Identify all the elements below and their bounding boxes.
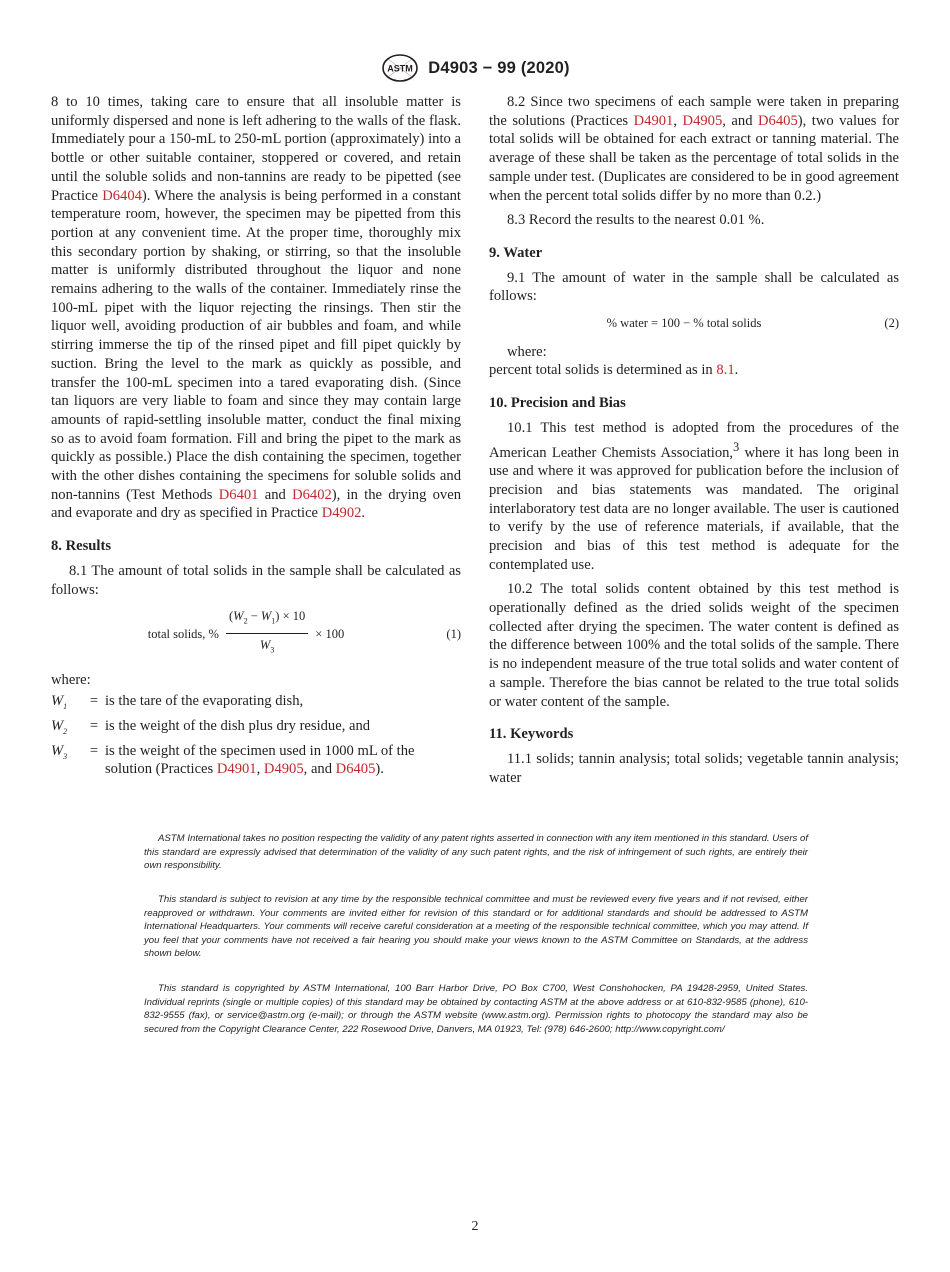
continued-paragraph: 8 to 10 times, taking care to ensure that all insoluble matter is uniformly dispersed and none is left adhering to the walls of the flask. Immediately pour a 150-mL to 250-mL portion (approximately) into a bottle or other suitable container, stoppered or covered, and retain until the soluble solids and non-tannins are ready to be pipetted (see Practice D6404). Where the analysis is being performed in a constant temperature room, however, the specimen may be pipetted from this portion at any convenient time. At the proper time, thoroughly mix this secondary portion by shaking, or stirring, so that the insoluble matter is uniformly distributed throughout the liquor and none remains adhering to the walls of the container. Immediately rinse the 100-mL pipet with the liquor rejecting the rinsings. Then stir the liquor well, avoiding production of air bubbles and foam, and while stirring immerse the tip of the rinsed pipet and fill pipet quickly by suction. Bring the level to the mark as quickly as possible, and transfer the 100-mL specimen into a tared evaporating dish. (Since tan liquors are very liable to foam and since they may contain large amounts of rapid-settling insoluble matter, conduct the final mixing so as to avoid foam formation. Fill and bring the pipet to the mark as quickly as possible.) Place the dish containing the specimen, together with the other dishes containing the specimens for soluble solids and non-tannins (Test Methods D6401 and D6402), in the drying oven and evaporate and dry as specified in Practice D4902.: [51, 94, 461, 522]
ref-link-d4902[interactable]: D4902: [321, 505, 362, 522]
ref-link-d6405[interactable]: D6405: [758, 112, 798, 129]
astm-logo-icon: [380, 53, 420, 83]
ref-link-8-1[interactable]: 8.1: [716, 362, 735, 379]
ref-link-d6405[interactable]: D6405: [335, 761, 376, 778]
equation-lhs: total solids, %: [147, 626, 219, 641]
page-number: 2: [471, 1219, 479, 1234]
section-heading-keywords: 11. Keywords: [489, 726, 574, 743]
where-label: where:: [51, 671, 91, 688]
notice-patent: ASTM International takes no position respecting the validity of any patent rights asserted in connection with any item mentioned in this standard. Users of this standard are expressly advised that determination of the validity of any such patent rights, and the risk of infringement of such rights, are entirely their own responsibility.: [144, 833, 808, 872]
ref-link-d6401[interactable]: D6401: [218, 486, 259, 503]
paragraph-10-2: 10.2 The total solids content obtained by this test method is operationally defined as the dried solids weight of the specimen collected after drying the specimen. The water content is defined as the difference between 100% and the total solids of the sample. There is no independent measure of the true total solids and water content of a sample. Therefore the bias cannot be related to the true total solids or water content of the sample.: [489, 581, 899, 710]
ref-link-d6404[interactable]: D6404: [102, 187, 142, 204]
section-heading-water: 9. Water: [489, 244, 543, 261]
where-label: where:: [507, 343, 547, 360]
left-column: [51, 93, 461, 779]
section-heading-results: 8. Results: [51, 538, 111, 555]
equation-2: [489, 314, 899, 333]
equation-1: [51, 607, 461, 660]
document-designation: D4903 − 99 (2020): [428, 58, 570, 77]
ref-link-d4905[interactable]: D4905: [263, 761, 304, 778]
equation-fraction: $\frac{(W_2 - W_1) \times 10}{W_3}$: [226, 607, 308, 660]
paragraph-8-1: 8.1 The amount of total solids in the sample shall be calculated as follows:: [51, 562, 461, 598]
equation-2-body: % water = 100 − % total solids: [606, 316, 762, 331]
footnote-marker: 3: [733, 439, 740, 454]
equation-number: (1): [446, 626, 461, 641]
section-heading-precision-bias: 10. Precision and Bias: [489, 395, 626, 412]
ref-link-d4905[interactable]: D4905: [682, 112, 723, 129]
paragraph-9-1: 9.1 The amount of water in the sample shall be calculated as follows:: [489, 269, 899, 305]
notice-copyright: This standard is copyrighted by ASTM International, 100 Barr Harbor Drive, PO Box C700, West Conshohocken, PA 19428-2959, United States. Individual reprints (single or multiple copies) of this standard may be obtained by contacting ASTM at the above address or at 610-832-9585 (phone), 610-832-9555 (fax), or service@astm.org (e-mail); or through the ASTM website (www.astm.org). Permission rights to photocopy the standard may also be secured from the Copyright Clearance Center, 222 Rosewood Drive, Danvers, MA 01923, Tel: (978) 646-2600; http://www.copyright.com/: [144, 983, 808, 1035]
variable-row: $W_2$ = is the weight of the dish plus dry residue, and: [51, 718, 371, 736]
variable-row: $W_3$ = is the weight of the specimen used in 1000 mL of the solution (Practices D4901, D4905, and D6405).: [51, 742, 415, 778]
variable-row: $W_1$ = is the tare of the evaporating dish,: [51, 693, 304, 712]
paragraph-11-1: 11.1 solids; tannin analysis; total solids; vegetable tannin analysis; water: [489, 750, 899, 786]
equation-multiplier: × 100: [315, 626, 345, 641]
ref-link-d4901[interactable]: D4901: [216, 761, 257, 778]
logo-text: ASTM: [387, 63, 414, 74]
paragraph-8-2: 8.2 Since two specimens of each sample were taken in preparing the solutions (Practices D4901, D4905, and D6405), two values for total solids will be obtained for each extract or tanning material. The average of these shall be taken as the percentage of total solids in the sample under test. (Duplicates are considered to be in good agreement when the percent total solids differ by no more than 0.2.): [489, 94, 899, 204]
equation-number: (2): [884, 316, 899, 331]
ref-link-d6402[interactable]: D6402: [292, 486, 332, 503]
paragraph-10-1: 10.1 This test method is adopted from the procedures of the American Leather Chemists Association,$^3$ where it has long been in use and where it was approved for publication before the inclusion of precision and bias statements was mandated. The original interlaboratory test data are no longer available. The user is cautioned to verify by the use of reference materials, if available, that the precision and bias of this test method is adequate for the contemplated use.: [489, 419, 900, 573]
notice-revision: This standard is subject to revision at any time by the responsible technical committee and must be reviewed every five years and if not revised, either reapproved or withdrawn. Your comments are invited either for revision of this standard or for additional standards and should be addressed to ASTM International Headquarters. Your comments will receive careful consideration at a meeting of the responsible technical committee, which you may attend. If you feel that your comments have not received a fair hearing you should make your views known to the ASTM Committee on Standards, at the address shown below.: [144, 894, 808, 960]
variable-definitions: [51, 692, 461, 779]
ref-link-d4901[interactable]: D4901: [633, 112, 674, 129]
paragraph-8-3: 8.3 Record the results to the nearest 0.01 %.: [507, 212, 765, 229]
page-header: [0, 50, 950, 86]
right-column: [489, 93, 899, 793]
paragraph-9-where: percent total solids is determined as in 8.1.: [489, 362, 739, 379]
